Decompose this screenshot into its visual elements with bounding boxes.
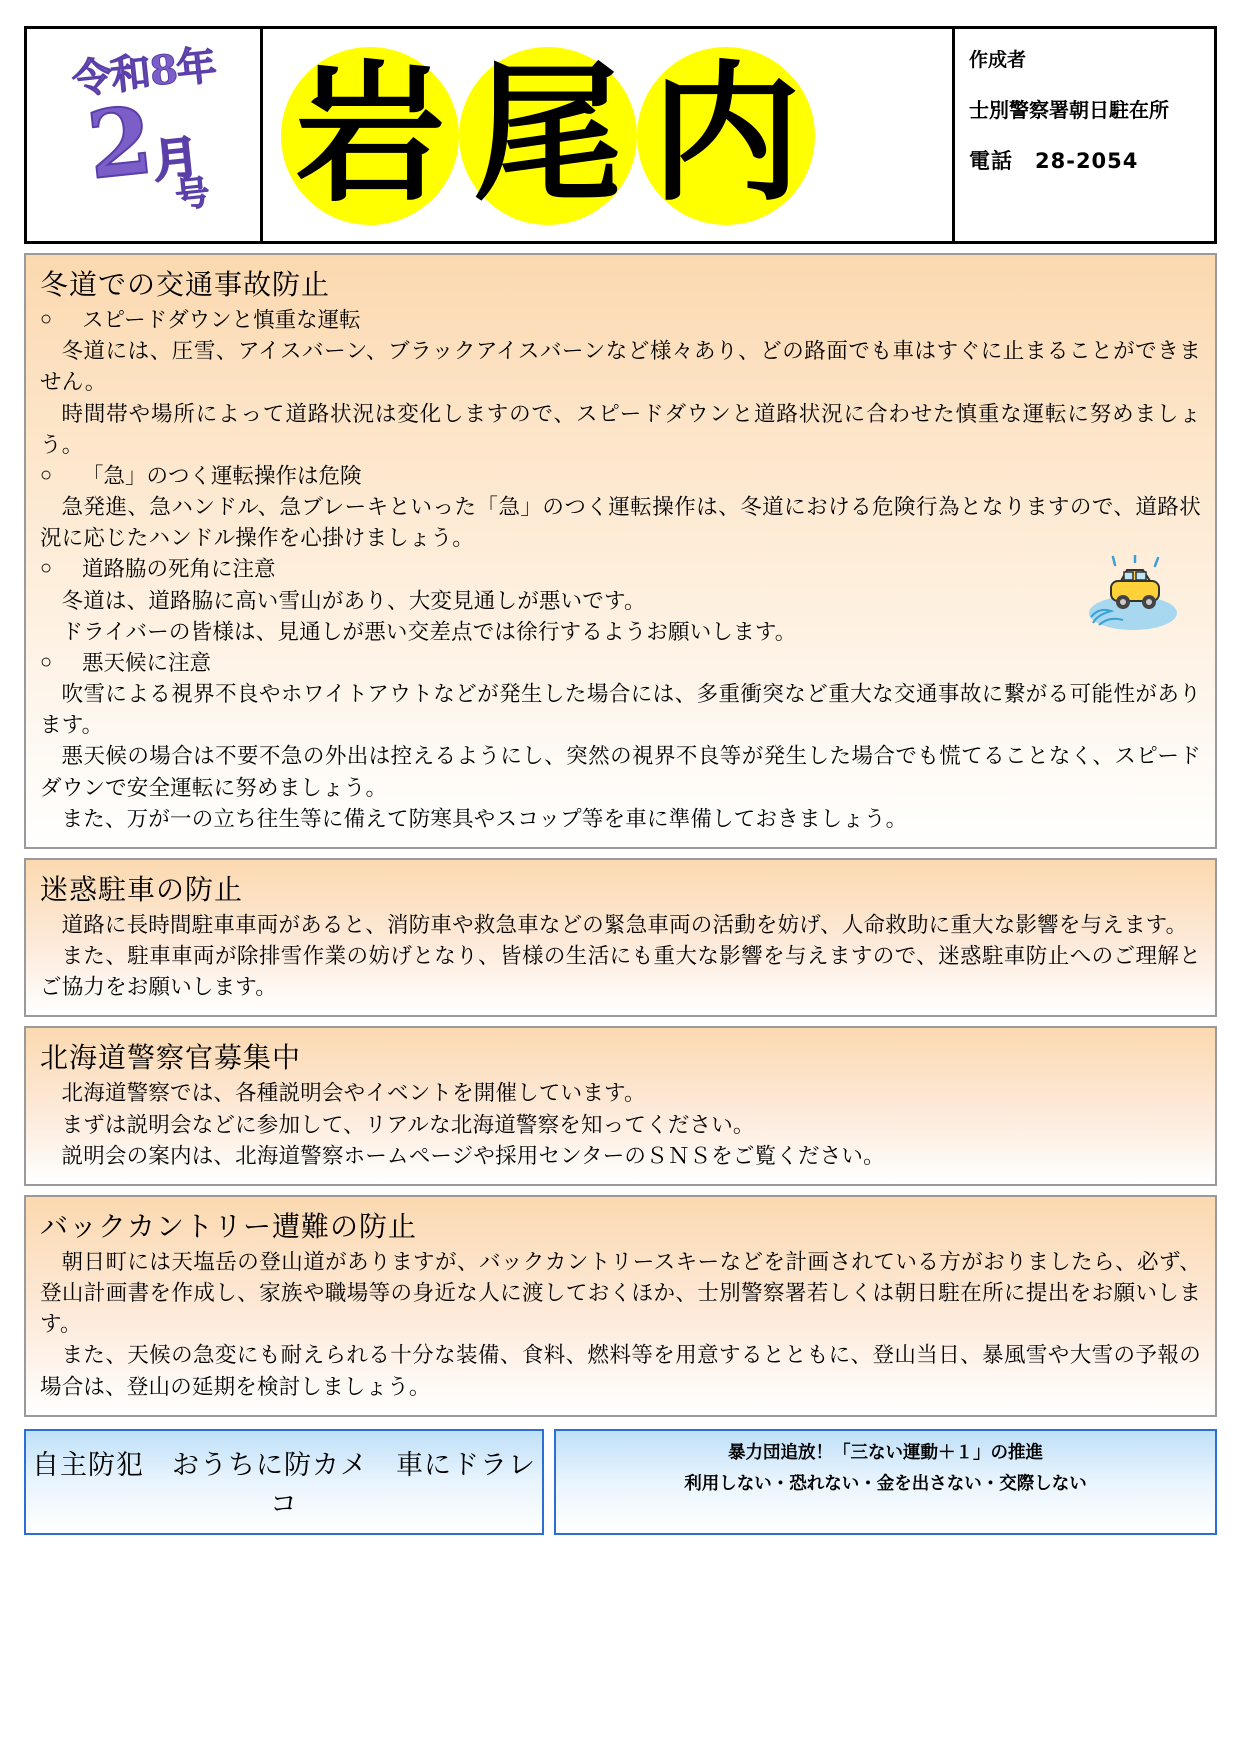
issue-date-block [27, 29, 263, 241]
issue-month: 2 [83, 85, 158, 201]
paragraph: 冬道には、圧雪、アイスバーン、ブラックアイスバーンなど様々あり、どの路面でも車はすぐに止まることができません。 [40, 339, 1201, 395]
bullet-mark: ○ [40, 557, 53, 580]
section-police-recruitment [24, 1026, 1217, 1186]
paragraph: 時間帯や場所によって道路状況は変化しますので、スピードダウンと道路状況に合わせた慎重な運転に努めましょう。 [40, 401, 1201, 457]
publisher-info [952, 29, 1214, 241]
masthead [24, 26, 1217, 244]
paragraph: また、万が一の立ち往生等に備えて防寒具やスコップ等を車に準備しておきましょう。 [61, 806, 908, 831]
anti-gang-line1: 暴力団追放！「三ない運動＋１」の推進 [728, 1442, 1043, 1463]
list-item [40, 554, 1201, 585]
month-suffix: 月 [149, 129, 202, 189]
masthead-title [263, 29, 952, 241]
title-char-2: 尾 [472, 46, 623, 222]
footer [24, 1429, 1217, 1535]
era-year: 令和8年 [69, 41, 218, 104]
title-char-3: 内 [650, 46, 801, 222]
section-title: バックカントリー遭難の防止 [40, 1209, 418, 1243]
self-defense-slogan: 自主防犯 おうちに防カメ 車にドラレコ [24, 1429, 544, 1535]
list-item [40, 305, 1201, 336]
section-backcountry [24, 1195, 1217, 1417]
bullet-heading: 「急」のつく運転操作は危険 [82, 463, 362, 488]
issue-suffix: 号 [173, 172, 212, 217]
paragraph: また、駐車車両が除排雪作業の妨げとなり、皆様の生活にも重大な影響を与えますので、迷惑駐車防止へのご理解とご協力をお願いします。 [40, 944, 1201, 1000]
title-char-1: 岩 [294, 46, 445, 222]
section-title: 北海道警察官募集中 [40, 1041, 302, 1075]
bullet-heading: 悪天候に注意 [82, 650, 212, 675]
bullet-heading: 道路脇の死角に注意 [82, 557, 276, 582]
paragraph: 道路に長時間駐車車両があると、消防車や救急車などの緊急車両の活動を妨げ、人命救助に重大な影響を与えます。 [61, 912, 1188, 937]
list-item [40, 648, 1201, 679]
paragraph: 朝日町には天塩岳の登山道がありますが、バックカントリースキーなどを計画されている方がおりましたら、必ず、登山計画書を作成し、家族や職場等の身近な人に渡しておくほか、士別警察署若しくは朝日駐在所に提出をお願いします。 [40, 1249, 1201, 1337]
paragraph: まずは説明会などに参加して、リアルな北海道警察を知ってください。 [61, 1112, 755, 1137]
bullet-mark: ○ [40, 463, 53, 486]
paragraph: 冬道は、道路脇に高い雪山があり、大変見通しが悪いです。 [61, 588, 646, 613]
paragraph: 悪天候の場合は不要不急の外出は控えるようにし、突然の視界不良等が発生した場合でも慌てることなく、スピードダウンで安全運転に努めましょう。 [40, 744, 1201, 800]
anti-gang-line2: 利用しない・恐れない・金を出さない・交際しない [684, 1473, 1087, 1494]
creator-label: 作成者 [969, 49, 1027, 71]
paragraph: 説明会の案内は、北海道警察ホームページや採用センターのＳＮＳをご覧ください。 [61, 1143, 885, 1168]
bullet-heading: スピードダウンと慎重な運転 [82, 308, 361, 332]
paragraph: 吹雪による視界不良やホワイトアウトなどが発生した場合には、多重衝突など重大な交通事故に繋がる可能性があります。 [40, 682, 1201, 738]
bullet-mark: ○ [40, 650, 53, 673]
anti-gang-banner [554, 1429, 1217, 1535]
bullet-mark: ○ [40, 308, 53, 330]
list-item [40, 461, 1201, 492]
section-title: 迷惑駐車の防止 [40, 872, 244, 906]
section-illegal-parking [24, 858, 1217, 1018]
section-title: 冬道での交通事故防止 [40, 268, 331, 301]
creator-office: 士別警察署朝日駐在所 [969, 98, 1169, 122]
paragraph: また、天候の急変にも耐えられる十分な装備、食料、燃料等を用意するとともに、登山当日、暴風雪や大雪の予報の場合は、登山の延期を検討しましょう。 [40, 1343, 1201, 1399]
section-winter-road [24, 253, 1217, 849]
paragraph: 急発進、急ハンドル、急ブレーキといった「急」のつく運転操作は、冬道における危険行為となりますので、道路状況に応じたハンドル操作を心掛けましょう。 [40, 495, 1201, 551]
creator-phone: 電話 28-2054 [969, 149, 1139, 173]
skidding-car-icon [1071, 555, 1191, 633]
paragraph: 北海道警察では、各種説明会やイベントを開催しています。 [61, 1081, 646, 1106]
paragraph: ドライバーの皆様は、見通しが悪い交差点では徐行するようお願いします。 [61, 619, 797, 644]
